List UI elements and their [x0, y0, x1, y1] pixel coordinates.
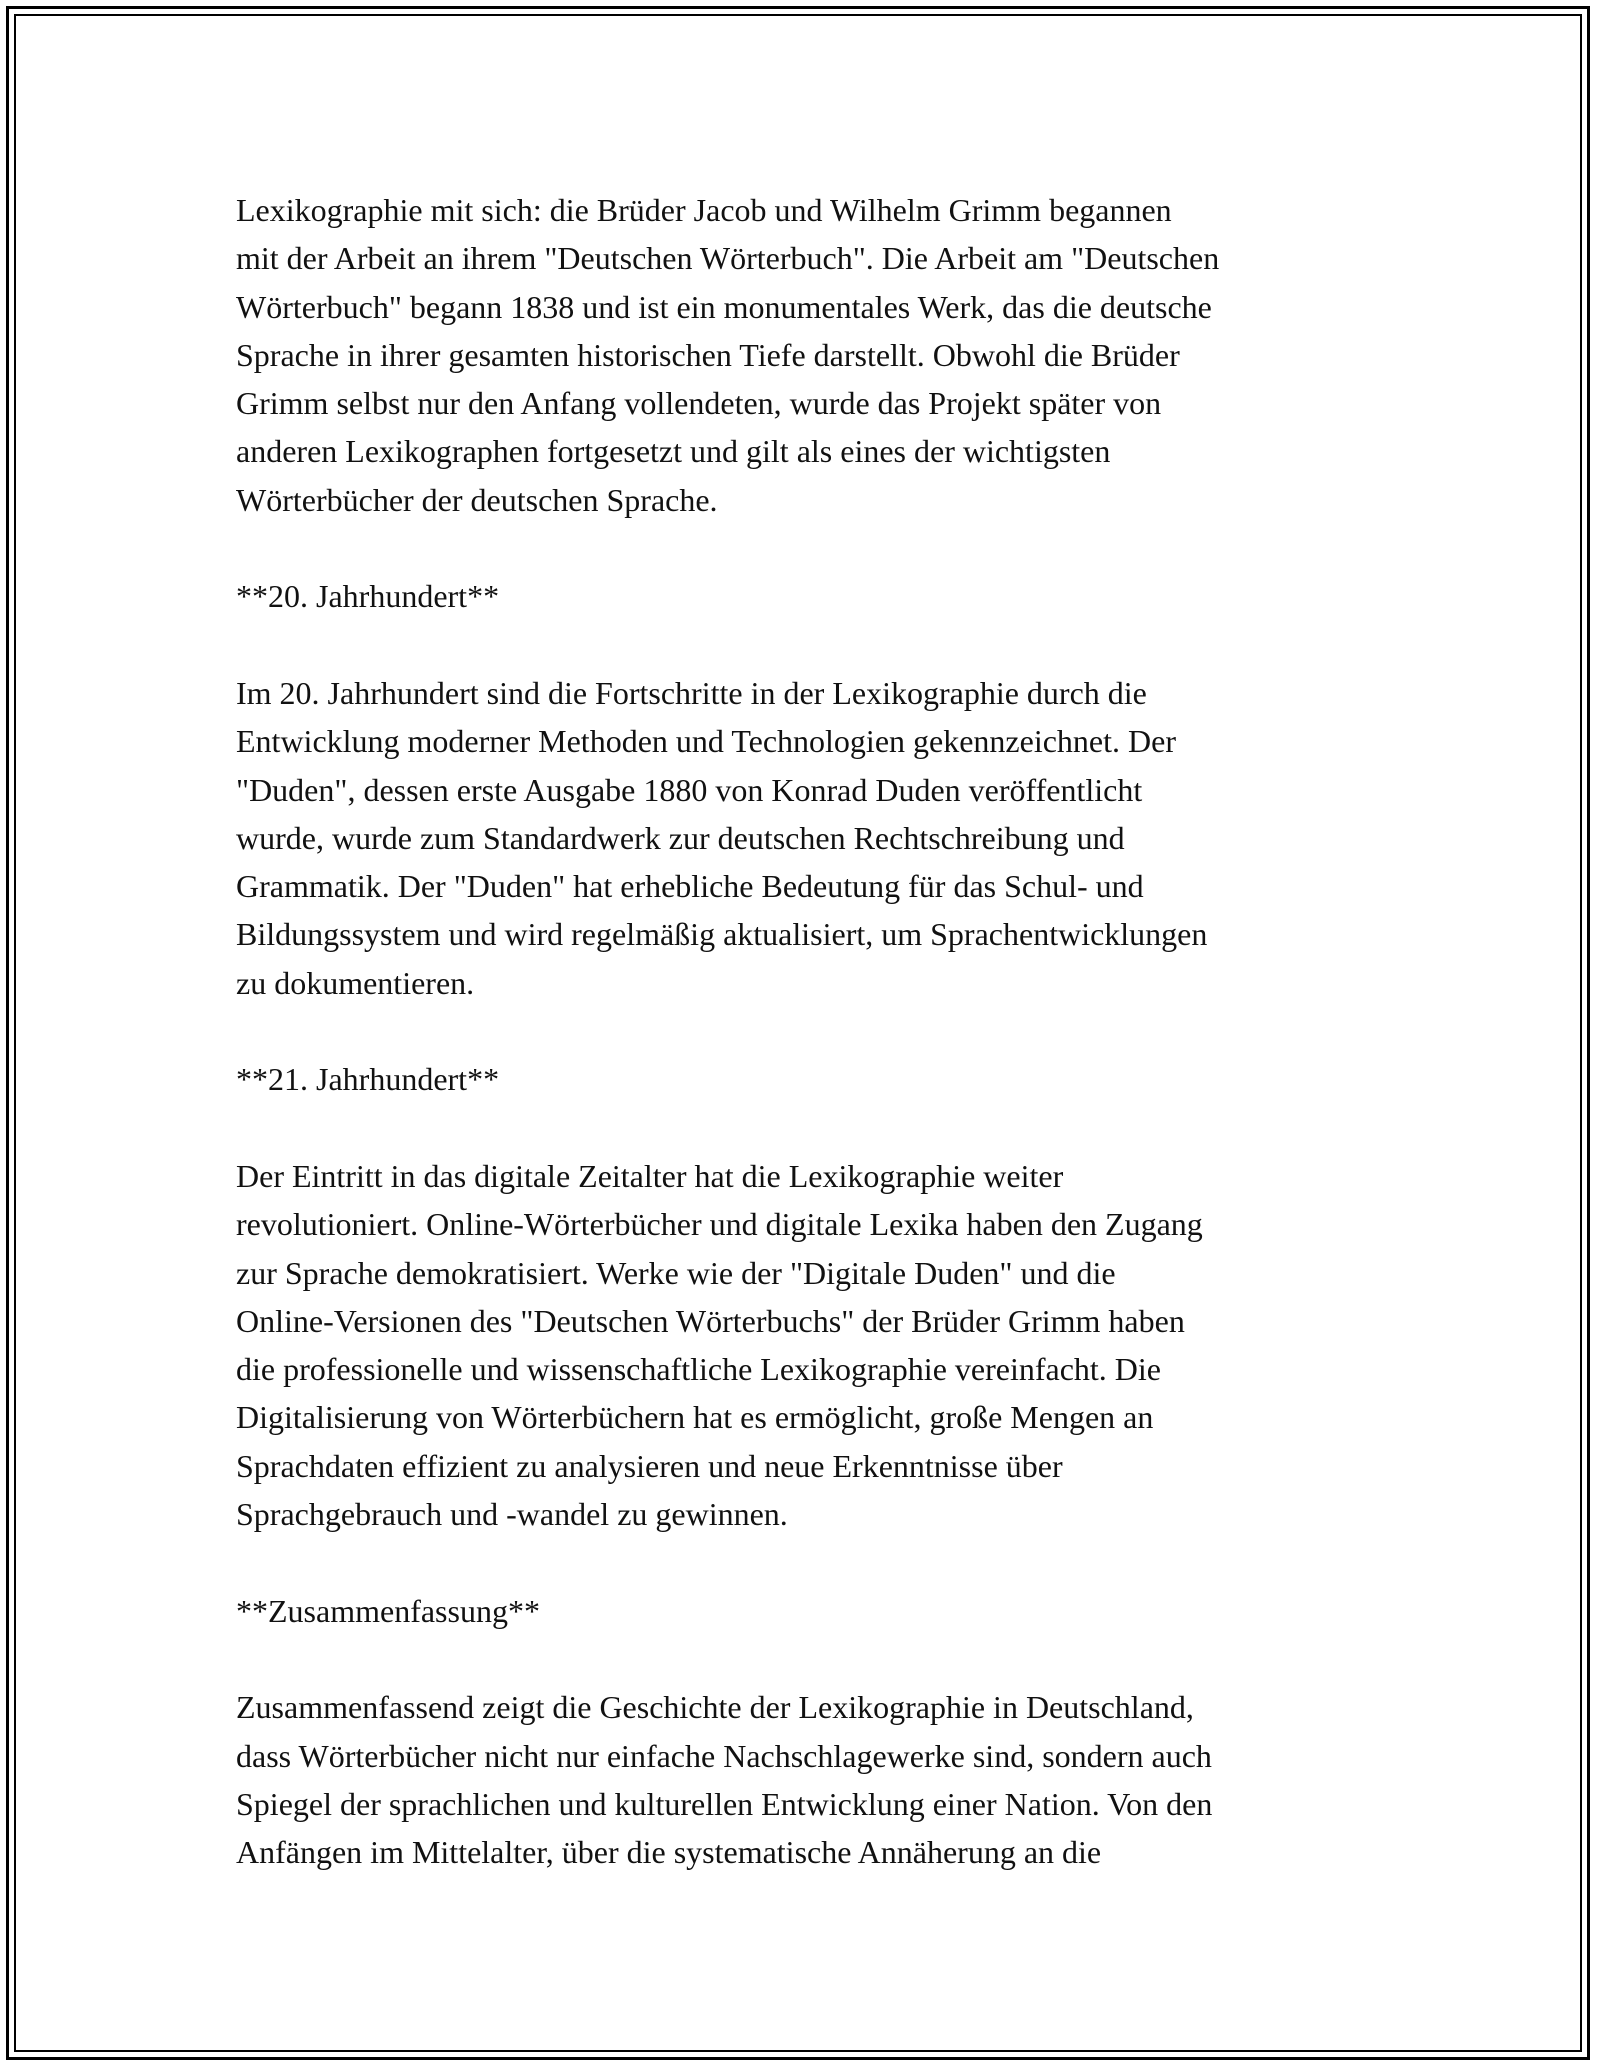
section-heading-21st-century	[236, 1055, 1376, 1103]
text-line: wurde, wurde zum Standardwerk zur deutschen Rechtschreibung und	[236, 819, 1125, 856]
text-line: "Duden", dessen erste Ausgabe 1880 von Konrad Duden veröffentlicht	[236, 771, 1143, 808]
paragraph-grimm-dictionary	[236, 186, 1376, 524]
text-line: Der Eintritt in das digitale Zeitalter hat die Lexikographie weiter	[236, 1157, 1064, 1194]
document-body	[236, 186, 1376, 1925]
text-line: Grimm selbst nur den Anfang vollendeten, wurde das Projekt später von	[236, 385, 1162, 422]
text-line: zu dokumentieren.	[236, 964, 475, 1001]
paragraph-20th-century	[236, 669, 1376, 1007]
section-heading-summary	[236, 1587, 1376, 1635]
heading-line: **Zusammenfassung**	[236, 1592, 540, 1629]
text-line: Anfängen im Mittelalter, über die systematische Annäherung an die	[236, 1834, 1102, 1871]
text-line: die professionelle und wissenschaftliche Lexikographie vereinfacht. Die	[236, 1351, 1161, 1388]
heading-line: **20. Jahrhundert**	[236, 578, 500, 615]
text-line: revolutioniert. Online-Wörterbücher und digitale Lexika haben den Zugang	[236, 1206, 1203, 1243]
text-line: Sprachdaten effizient zu analysieren und neue Erkenntnisse über	[236, 1447, 1063, 1484]
paragraph-21st-century	[236, 1152, 1376, 1538]
text-line: Bildungssystem und wird regelmäßig aktualisiert, um Sprachentwicklungen	[236, 916, 1208, 953]
text-line: dass Wörterbücher nicht nur einfache Nachschlagewerke sind, sondern auch	[236, 1737, 1212, 1774]
text-line: Digitalisierung von Wörterbüchern hat es ermöglicht, große Mengen an	[236, 1399, 1154, 1436]
paragraph-summary	[236, 1683, 1376, 1876]
text-line: Grammatik. Der "Duden" hat erhebliche Bedeutung für das Schul- und	[236, 868, 1144, 905]
text-line: Entwicklung moderner Methoden und Technologien gekennzeichnet. Der	[236, 723, 1176, 760]
text-line: mit der Arbeit an ihrem "Deutschen Wörterbuch". Die Arbeit am "Deutschen	[236, 240, 1220, 277]
text-line: Online-Versionen des "Deutschen Wörterbuchs" der Brüder Grimm haben	[236, 1302, 1185, 1339]
text-line: Spiegel der sprachlichen und kulturellen Entwicklung einer Nation. Von den	[236, 1785, 1213, 1822]
text-line: Sprachgebrauch und -wandel zu gewinnen.	[236, 1496, 788, 1533]
text-line: Wörterbücher der deutschen Sprache.	[236, 481, 718, 518]
heading-line: **21. Jahrhundert**	[236, 1061, 500, 1098]
text-line: Wörterbuch" begann 1838 und ist ein monumentales Werk, das die deutsche	[236, 288, 1212, 325]
text-line: Sprache in ihrer gesamten historischen Tiefe darstellt. Obwohl die Brüder	[236, 336, 1180, 373]
text-line: anderen Lexikographen fortgesetzt und gilt als eines der wichtigsten	[236, 433, 1111, 470]
text-line: zur Sprache demokratisiert. Werke wie der "Digitale Duden" und die	[236, 1254, 1116, 1291]
section-heading-20th-century	[236, 572, 1376, 620]
text-line: Lexikographie mit sich: die Brüder Jacob und Wilhelm Grimm begannen	[236, 192, 1172, 228]
text-line: Zusammenfassend zeigt die Geschichte der Lexikographie in Deutschland,	[236, 1689, 1194, 1726]
text-line: Im 20. Jahrhundert sind die Fortschritte in der Lexikographie durch die	[236, 674, 1147, 711]
